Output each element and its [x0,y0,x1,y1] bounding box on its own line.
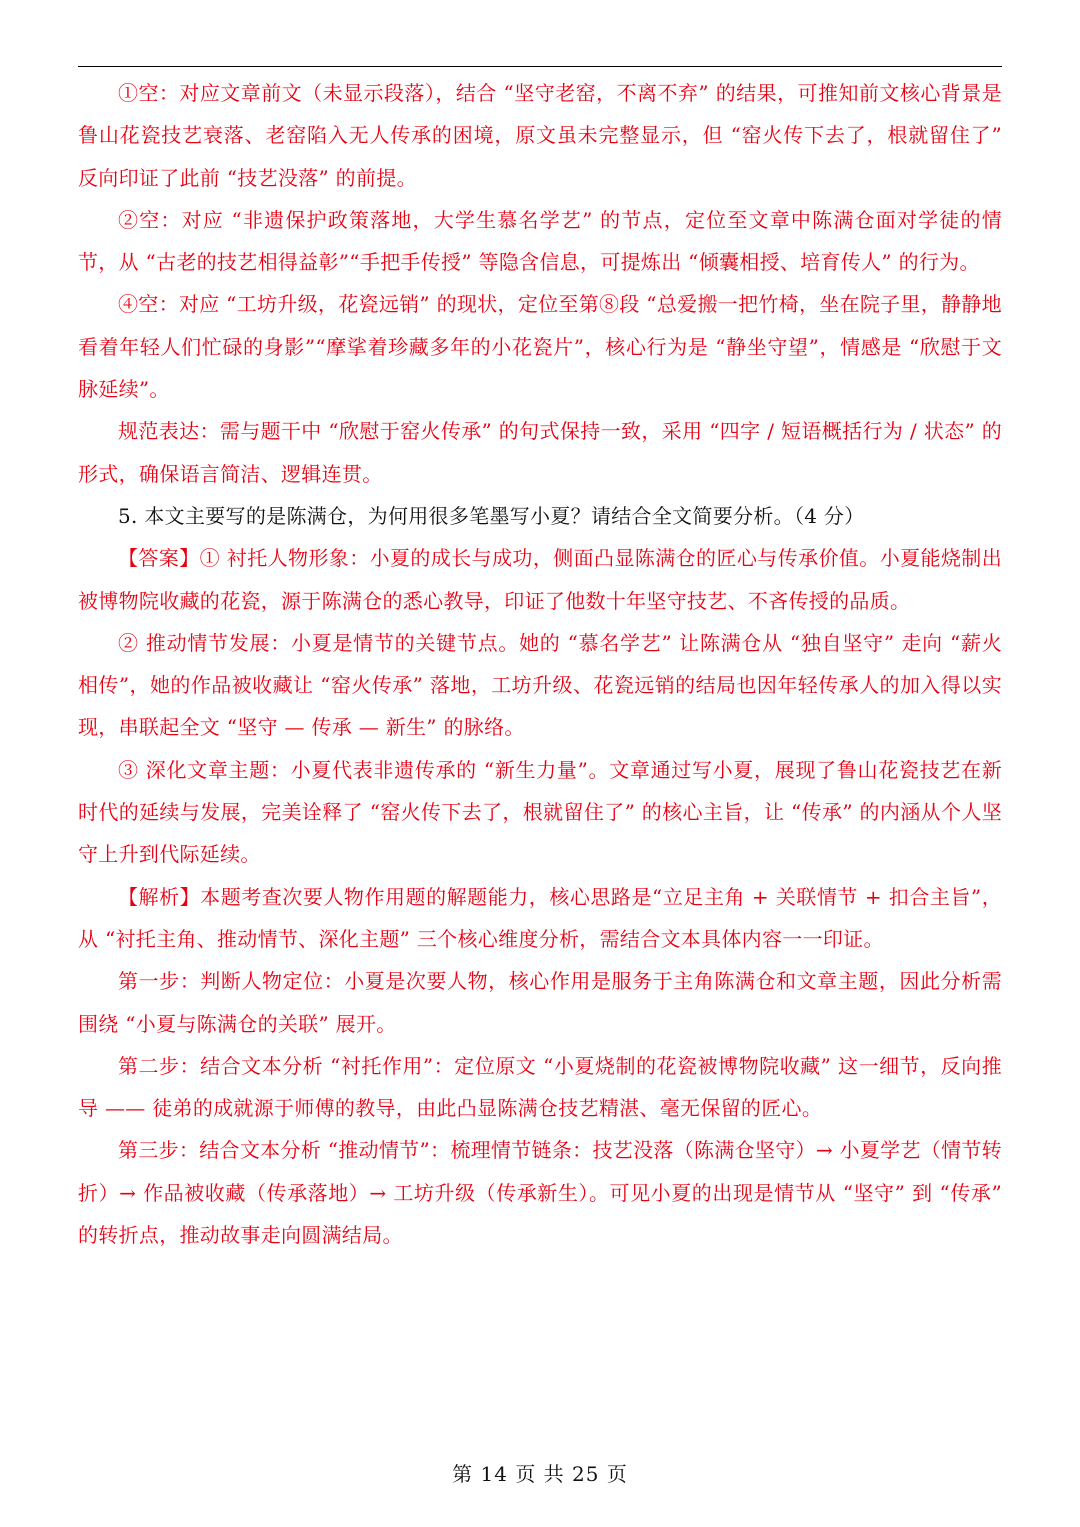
answer-point-3: ③ 深化文章主题：小夏代表非遗传承的 “新生力量”。文章通过写小夏，展现了鲁山花瓷技艺在新时代的延续与发展，完美诠释了 “窑火传下去了，根就留住了” 的核心主旨，让 “传承” 的内涵从个人坚守上升到代际延续。 [78,757,1002,867]
page-content [78,72,1002,1256]
page-number-footer: 第 14 页 共 25 页 [452,1462,628,1486]
analysis-tag: 【解析】 [118,884,201,909]
answer-point-1 [78,537,1002,622]
analysis-step-3: 第三步：结合文本分析 “推动情节”：梳理情节链条：技艺没落（陈满仓坚守）→ 小夏学艺（情节转折）→ 作品被收藏（传承落地）→ 工坊升级（传承新生）。可见小夏的出现是情节从 “坚守” 到 “传承” 的转折点，推动故事走向圆满结局。 [78,1138,1002,1248]
analysis-step-2: 第二步：结合文本分析 “衬托作用”：定位原文 “小夏烧制的花瓷被博物院收藏” 这一细节，反向推导 —— 徒弟的成就源于师傅的教导，由此凸显陈满仓技艺精湛、毫无保留的匠心。 [78,1053,1002,1121]
question-5: 5. 本文主要写的是陈满仓，为何用很多笔墨写小夏？请结合全文简要分析。（4 分） [118,503,865,528]
paragraph-blank-2: ②空：对应 “非遗保护政策落地，大学生慕名学艺” 的节点，定位至文章中陈满仓面对学徒的情节，从 “古老的技艺相得益彰”“手把手传授” 等隐含信息，可提炼出 “倾囊相授、培育传人” 的行为。 [78,207,1002,275]
paragraph-standard-expression: 规范表达：需与题干中 “欣慰于窑火传承” 的句式保持一致，采用 “四字 / 短语概括行为 / 状态” 的形式，确保语言简洁、逻辑连贯。 [78,419,1002,486]
header-rule [78,66,1002,67]
paragraph-blank-4: ④空：对应 “工坊升级，花瓷远销” 的现状，定位至第⑧段 “总爱搬一把竹椅，坐在院子里，静静地看着年轻人们忙碌的身影”“摩挲着珍藏多年的小花瓷片”，核心行为是 “静坐守望”，情感是 “欣慰于文脉延续”。 [78,292,1002,402]
analysis-lead [78,876,1002,961]
analysis-lead-text: 本题考查次要人物作用题的解题能力，核心思路是“立足主角 + 关联情节 + 扣合主旨”，从 “衬托主角、推动情节、深化主题” 三个核心维度分析，需结合文本具体内容一一印证。 [78,884,1002,951]
analysis-step-1: 第一步：判断人物定位：小夏是次要人物，核心作用是服务于主角陈满仓和文章主题，因此分析需围绕 “小夏与陈满仓的关联” 展开。 [78,969,1002,1036]
answer-lead: ① 衬托人物形象：小夏的成长与成功，侧面凸显陈满仓的匠心与传承价值。小夏能烧制出被博物院收藏的花瓷，源于陈满仓的悉心教导，印证了他数十年坚守技艺、不吝传授的品质。 [78,546,1003,613]
answer-point-2: ② 推动情节发展：小夏是情节的关键节点。她的 “慕名学艺” 让陈满仓从 “独自坚守” 走向 “薪火相传”，她的作品被收藏让 “窑火传承” 落地，工坊升级、花瓷远销的结局也因年轻传承人的加入得以实现，串联起全文 “坚守 — 传承 — 新生” 的脉络。 [78,630,1002,740]
paragraph-blank-1: ①空：对应文章前文（未显示段落），结合 “坚守老窑，不离不弃” 的结果，可推知前文核心背景是鲁山花瓷技艺衰落、老窑陷入无人传承的困境，原文虽未完整显示，但 “窑火传下去了，根就留住了” 反向印证了此前 “技艺没落” 的前提。 [78,81,1002,190]
answer-tag: 【答案】 [118,546,200,571]
